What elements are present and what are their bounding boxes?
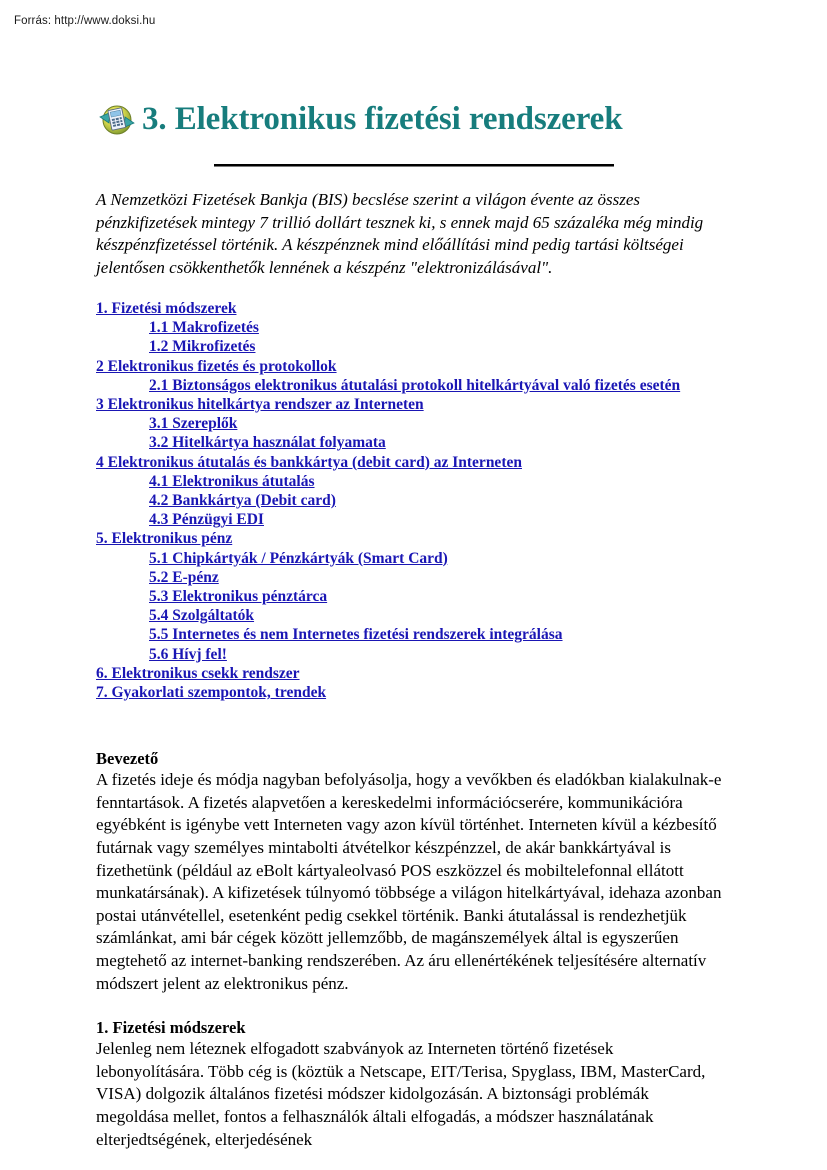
toc-link[interactable]: 5.2 E-pénz (149, 568, 219, 586)
section-bevezeto (96, 748, 724, 995)
toc-entry (96, 376, 732, 395)
section-heading: 1. Fizetési módszerek (96, 1018, 246, 1038)
toc-entry (96, 357, 732, 376)
page-title: 3. Elektronikus fizetési rendszerek (142, 101, 623, 137)
toc-link[interactable]: 2 Elektronikus fizetés és protokollok (96, 357, 337, 375)
source-watermark: Forrás: http://www.doksi.hu (14, 15, 156, 27)
toc-entry (96, 337, 732, 356)
document-page (96, 0, 732, 1151)
toc-entry (96, 587, 732, 606)
toc-entry (96, 414, 732, 433)
lead-paragraph: A Nemzetközi Fizetések Bankja (BIS) becslése szerint a világon évente az összes pénzkifizetések mintegy 7 trillió dollárt tesznek ki, s ennek majd 65 százaléka még mindig készpénzfizetéssel történik. A készpénznek mind előállítási mind pedig tartási költségei jelentősen csökkenthetők lennének a készpénz "elektronizálásával". (96, 190, 704, 277)
globe-document-icon (96, 101, 138, 139)
toc-entry (96, 664, 732, 683)
toc-entry (96, 491, 732, 510)
toc-link[interactable]: 4 Elektronikus átutalás és bankkártya (debit card) az Interneten (96, 453, 522, 471)
toc-entry (96, 549, 732, 568)
toc-entry (96, 472, 732, 491)
toc-entry (96, 395, 732, 414)
toc-link[interactable]: 4.1 Elektronikus átutalás (149, 472, 315, 490)
toc-link[interactable]: 6. Elektronikus csekk rendszer (96, 664, 300, 682)
toc-link[interactable]: 7. Gyakorlati szempontok, trendek (96, 684, 327, 702)
toc-link[interactable]: 3.2 Hitelkártya használat folyamata (149, 434, 386, 452)
toc-entry (96, 529, 732, 548)
toc-link[interactable]: 5. Elektronikus pénz (96, 530, 233, 548)
toc-entry (96, 606, 732, 625)
toc-entry (96, 568, 732, 587)
toc-link[interactable]: 1.2 Mikrofizetés (149, 338, 256, 356)
toc-entry (96, 645, 732, 664)
section-heading: Bevezető (96, 749, 159, 769)
toc-link[interactable]: 4.2 Bankkártya (Debit card) (149, 492, 336, 510)
toc-link[interactable]: 1.1 Makrofizetés (149, 319, 259, 337)
title-divider (214, 164, 614, 167)
toc-link[interactable]: 5.5 Internetes és nem Internetes fizetési rendszerek integrálása (149, 626, 563, 644)
toc-entry (96, 453, 732, 472)
toc-entry (96, 510, 732, 529)
section-body: Jelenleg nem léteznek elfogadott szabványok az Interneten történő fizetések lebonyolítására. Több cég is (köztük a Netscape, EIT/Terisa, Spyglass, IBM, MasterCard, VISA) dolgozik általános fizetési módszer kidolgozásán. A biztonsági problémák megoldása mellet, fontos a felhasználók általi elfogadás, a módszer használatának elterjedtségének, elterjedésének (96, 1039, 706, 1149)
toc-entry (96, 299, 732, 318)
toc-link[interactable]: 5.4 Szolgáltatók (149, 607, 255, 625)
page-title-row (96, 96, 732, 142)
toc-link[interactable]: 5.1 Chipkártyák / Pénzkártyák (Smart Card) (149, 549, 448, 567)
table-of-contents (96, 299, 732, 702)
toc-entry (96, 625, 732, 644)
toc-link[interactable]: 4.3 Pénzügyi EDI (149, 511, 264, 529)
toc-entry (96, 433, 732, 452)
toc-entry (96, 318, 732, 337)
section-fizetesi-modszerek (96, 1017, 724, 1151)
toc-link[interactable]: 3.1 Szereplők (149, 415, 238, 433)
section-body: A fizetés ideje és módja nagyban befolyásolja, hogy a vevőkben és eladókban kialakulnak-e fenntartások. A fizetés alapvetően a kereskedelmi információcserére, kommunikációra egyébként is igénybe vett Interneten vagy azon kívül történhet. Interneten kívül a kézbesítő futárnak vagy személyes mintabolti átvételkor készpénzzel, de akár bankkártyával is fizethetünk (például az eBolt kártyaleolvasó POS eszközzel és mobiltelefonnal ellátott munkatársának). A kifizetések túlnyomó többsége a világon hitelkártyával, idehaza azonban postai utánvétellel, esetenként pedig csekkel történik. Banki átutalással is rendezhetjük számlánkat, ami bár cégek között jellemzőbb, de magánszemélyek által is egyszerűen megtehető az internet-banking rendszerében. Az áru ellenértékének teljesítésére alternatív módszert jelent az elektronikus pénz. (96, 770, 722, 993)
toc-link[interactable]: 5.3 Elektronikus pénztárca (149, 588, 328, 606)
toc-link[interactable]: 2.1 Biztonságos elektronikus átutalási protokoll hitelkártyával való fizetés esetén (149, 376, 681, 394)
toc-link[interactable]: 1. Fizetési módszerek (96, 300, 237, 317)
toc-link[interactable]: 5.6 Hívj fel! (149, 645, 227, 663)
toc-entry (96, 683, 732, 702)
toc-link[interactable]: 3 Elektronikus hitelkártya rendszer az Interneten (96, 396, 424, 414)
